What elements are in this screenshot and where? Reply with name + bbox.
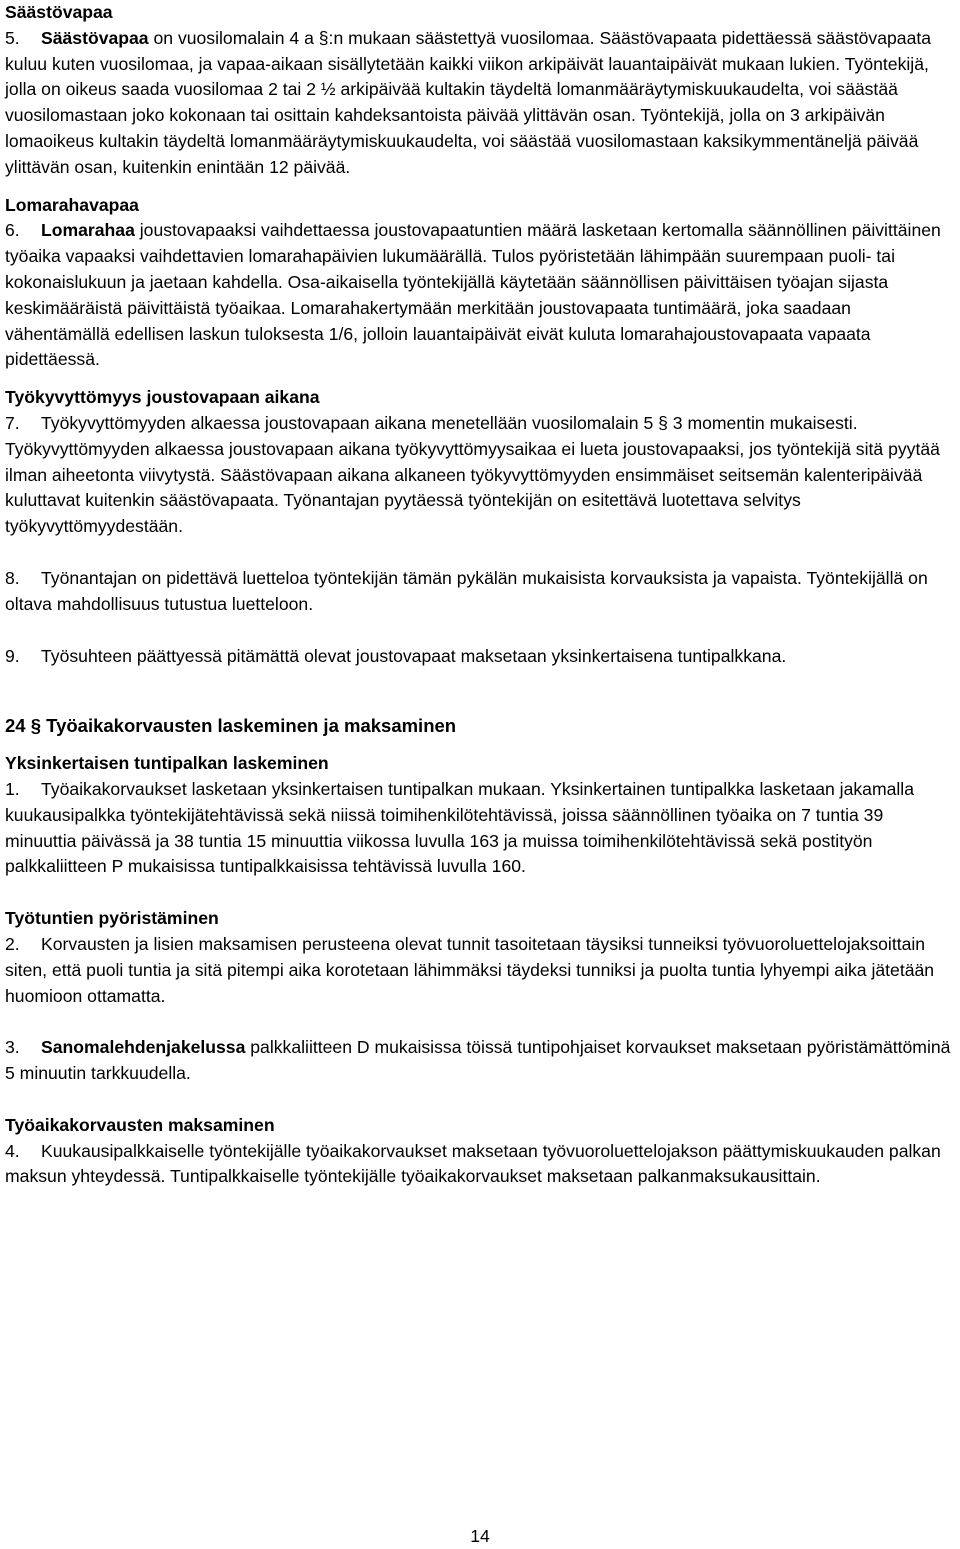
paragraph-24-4 — [5, 1139, 953, 1191]
paragraph-number: 2. — [5, 933, 20, 954]
paragraph-text: Työaikakorvaukset lasketaan yksinkertaisen tuntipalkan mukaan. Yksinkertainen tuntipalkka lasketaan jakamalla kuukausipalkka työntekijätehtävissä sekä niissä toimihenkilötehtävissä, joissa säännöllinen työaika on 7 tuntia 39 minuuttia päivässä ja 38 tuntia 15 minuuttia viikossa luvulla 163 ja muissa toimihenkilötehtävissä sekä postityön palkkaliitteen P mukaisissa tuntipalkkaisissa tehtävissä luvulla 160. — [5, 778, 915, 877]
paragraph-8 — [5, 566, 953, 618]
heading-tyoaikakorvausten-maksaminen: Työaikakorvausten maksaminen — [5, 1114, 275, 1135]
paragraph-number: 4. — [5, 1140, 20, 1161]
paragraph-24-2 — [5, 932, 953, 1009]
paragraph-text: Työkyvyttömyyden alkaessa joustovapaan aikana menetellään vuosilomalain 5 § 3 momentin mukaisesti. Työkyvyttömyyden alkaessa joustovapaan aikana työkyvyttömyysaikaa ei lueta joustovapaaksi, jos työntekijä sitä pyytää ilman aiheetonta viivytystä. Säästövapaan aikana alkaneen työkyvyttömyyden ensimmäiset seitsemän kalenteripäivää kuluttavat kuitenkin säästövapaata. Työnantajan pyytäessä työntekijän on esitettävä luotettava selvitys työkyvyttömyydestään. — [5, 412, 940, 537]
heading-saastovapaa: Säästövapaa — [5, 2, 113, 22]
bold-term: Lomarahaa — [41, 220, 135, 241]
paragraph-text: joustovapaaksi vaihdettaessa joustovapaatuntien määrä lasketaan kertomalla säännöllinen päivittäinen työaika vapaaksi vaihdettavien lomarahapäivien lukumäärällä. Tulos pyöristetään lähimpään suurempaan puoli- tai kokonaislukuun ja jaetaan kahdella. Osa-aikaisella työntekijällä käytetään säännöllisen päivittäisen työajan sijasta keskimääräistä päivittäistä työaikaa. Lomarahakertymään merkitään joustovapaata tuntimäärä, joka saadaan vähentämällä edellisen laskun tuloksesta 1/6, jolloin lauantaipäivät eivät kuluta lomarahajoustovapaata vapaata pidettäessä. — [5, 220, 941, 370]
paragraph-text: Korvausten ja lisien maksamisen perusteena olevat tunnit tasoitetaan täysiksi tunneiksi työvuoroluettelojaksoittain siten, että puoli tuntia ja sitä pitempi aika korotetaan lähimmäksi täydeksi tunniksi ja puolta tuntia lyhyempi aika jätetään huomioon ottamatta. — [5, 933, 935, 1006]
paragraph-number: 8. — [5, 567, 20, 588]
paragraph-text: on vuosilomalain 4 a §:n mukaan säästettyä vuosilomaa. Säästövapaata pidettäessä säästövapaata kuluu kuten vuosilomaa, ja vapaa-aikaan sisällytetään kaikki viikon arkipäivät lauantaipäivät mukaan lukien. Työntekijä, jolla on oikeus saada vuosilomaa 2 tai 2 ½ arkipäivää kultakin täydeltä lomanmääräytymiskuukaudelta, voi säästää vuosilomastaan joko kokonaan tai osittain kahdeksantoista päivää ylittävän osan. Työntekijä, jolla on 3 arkipäivän lomaoikeus kultakin täydeltä lomanmääräytymiskuukaudelta, voi säästää vuosilomastaan kaksikymmentäneljä päivää ylittävän osan, kuitenkin enintään 12 päivää. — [5, 27, 932, 177]
document-page — [5, 0, 953, 1190]
section-title-24: 24 § Työaikakorvausten laskeminen ja maksaminen — [5, 715, 457, 737]
paragraph-number: 9. — [5, 645, 20, 666]
heading-tyokyvyttomyys: Työkyvyttömyys joustovapaan aikana — [5, 387, 320, 408]
paragraph-number: 7. — [5, 412, 20, 433]
paragraph-text: Työsuhteen päättyessä pitämättä olevat joustovapaat maksetaan yksinkertaisena tuntipalkkana. — [41, 645, 787, 666]
heading-yksinkertaisen-tuntipalkan: Yksinkertaisen tuntipalkan laskeminen — [5, 753, 329, 774]
paragraph-number: 6. — [5, 220, 20, 241]
heading-tyotuntien-pyoristaminen: Työtuntien pyöristäminen — [5, 908, 219, 929]
paragraph-text: Työnantajan on pidettävä luetteloa työntekijän tämän pykälän mukaisista korvauksista ja vapaista. Työntekijällä on oltava mahdollisuus tutustua luetteloon. — [5, 567, 928, 614]
heading-lomarahavapaa: Lomarahavapaa — [5, 194, 139, 215]
page-number: 14 — [470, 1526, 490, 1546]
paragraph-text: Kuukausipalkkaiselle työntekijälle työaikakorvaukset maksetaan työvuoroluettelojakson päättymiskuukauden palkan maksun yhteydessä. Tuntipalkkaiselle työntekijälle työaikakorvaukset maksetaan palkanmaksukausittain. — [5, 1140, 941, 1187]
paragraph-9 — [5, 644, 953, 670]
paragraph-6 — [5, 218, 953, 373]
paragraph-number: 5. — [5, 27, 20, 48]
paragraph-7 — [5, 411, 953, 540]
paragraph-number: 3. — [5, 1037, 20, 1058]
paragraph-number: 1. — [5, 778, 20, 799]
paragraph-text: palkkaliitteen D mukaisissa töissä tuntipohjaiset korvaukset maksetaan pyöristämättöminä 5 minuutin tarkkuudella. — [5, 1037, 951, 1084]
bold-term: Sanomalehdenjakelussa — [41, 1037, 246, 1058]
paragraph-24-3 — [5, 1035, 953, 1087]
paragraph-24-1 — [5, 777, 953, 880]
paragraph-5 — [5, 26, 953, 181]
bold-term: Säästövapaa — [41, 27, 149, 48]
